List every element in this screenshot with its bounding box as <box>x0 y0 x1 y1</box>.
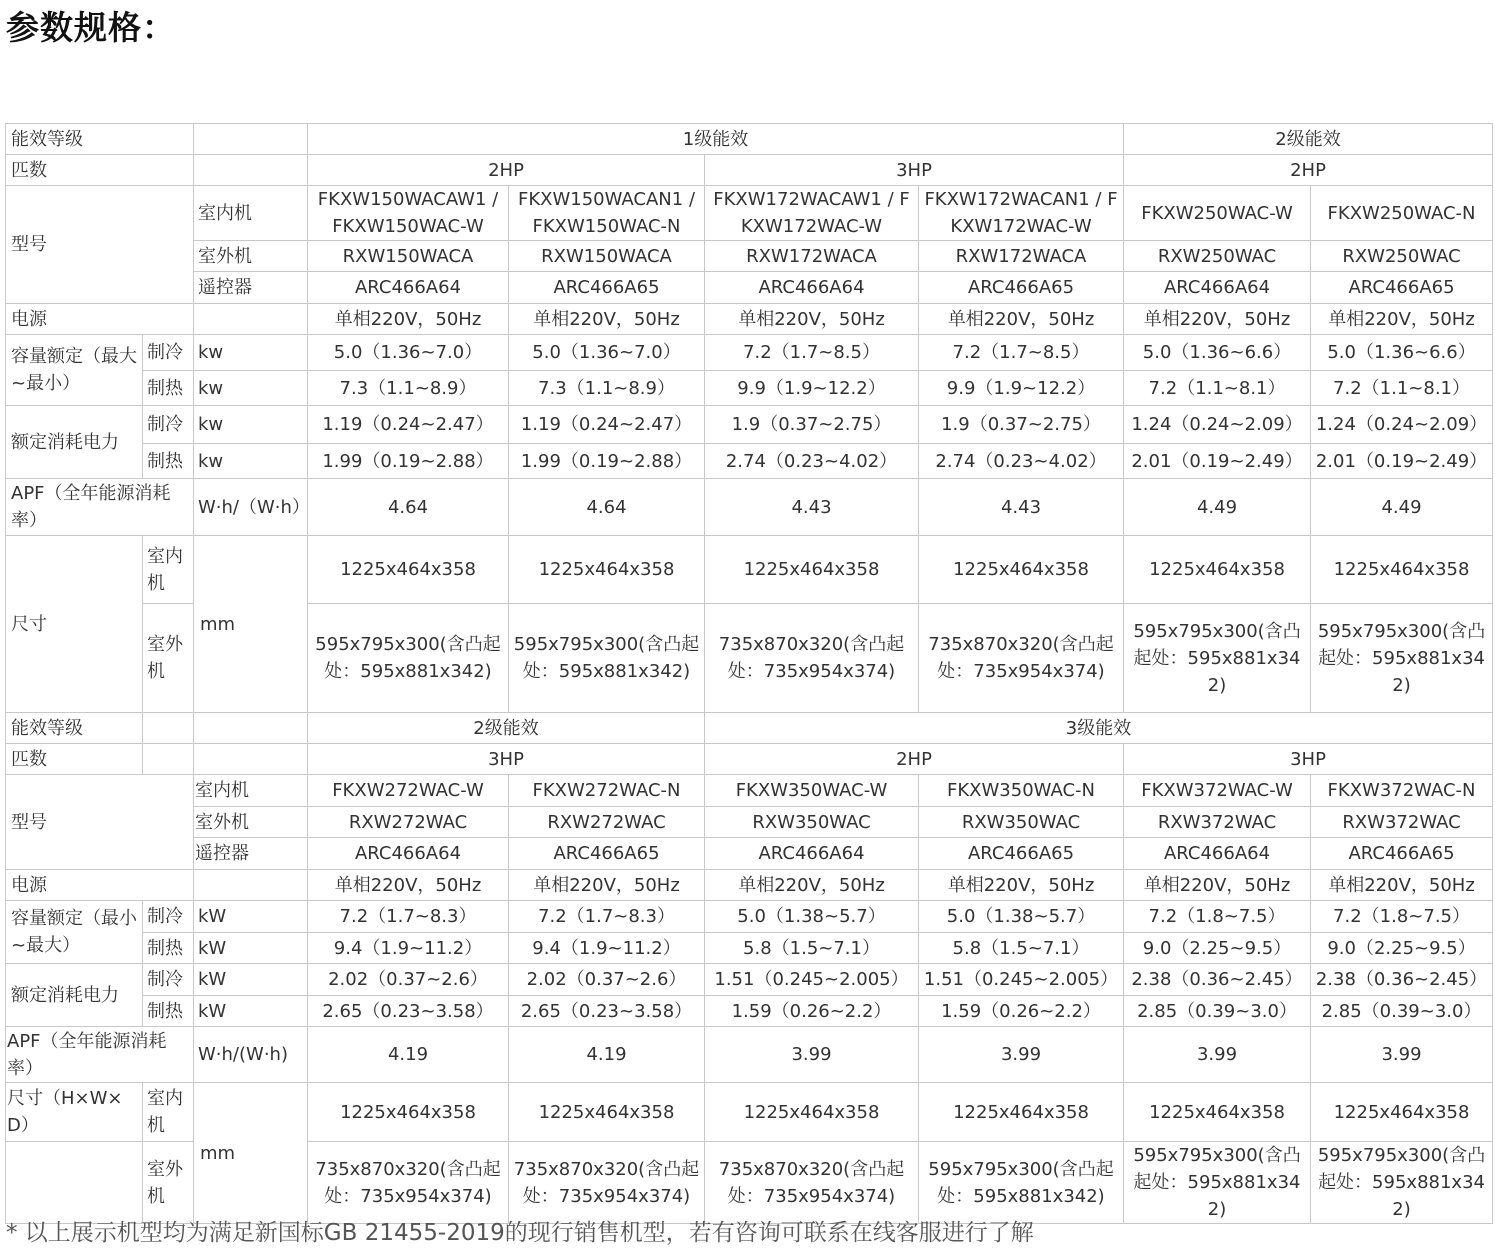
row-size-indoor <box>6 1083 1493 1142</box>
unit-kw: kw <box>194 444 308 479</box>
label-remote: 遥控器 <box>194 272 308 304</box>
indoor-model: FKXW272WAC-N <box>509 775 705 807</box>
indoor-model: FKXW250WAC-N <box>1311 186 1493 241</box>
label-power: 电源 <box>6 870 194 901</box>
row-consumption-heat <box>6 996 1493 1027</box>
power-cell: 单相220V，50Hz <box>308 870 509 901</box>
consumption-cool: 2.38（0.36~2.45） <box>1311 964 1493 996</box>
label-grade: 能效等级 <box>6 124 194 155</box>
indoor-model: FKXW372WAC-W <box>1124 775 1311 807</box>
capacity-cool: 5.0（1.36~7.0） <box>308 335 509 371</box>
capacity-heat: 5.8（1.5~7.1） <box>919 933 1124 964</box>
capacity-cool: 5.0（1.36~6.6） <box>1311 335 1493 371</box>
size-outdoor: 735x870x320(含凸起处：735x954x374) <box>509 1142 705 1224</box>
size-outdoor: 595x795x300(含凸起处：595x881x342) <box>1124 1142 1311 1224</box>
row-capacity-cool <box>6 335 1493 371</box>
label-size-indoor: 室内机 <box>143 536 194 604</box>
indoor-model: FKXW172WACAN1 / FKXW172WAC-W <box>919 186 1124 241</box>
hp-cell: 3HP <box>705 155 1124 186</box>
size-outdoor: 595x795x300(含凸起处：595x881x342) <box>1124 604 1311 713</box>
consumption-heat: 2.74（0.23~4.02） <box>705 444 919 479</box>
row-consumption-heat <box>6 444 1493 479</box>
label-size: 尺寸 <box>6 536 143 713</box>
cell-empty <box>194 870 308 901</box>
size-outdoor: 595x795x300(含凸起处：595x881x342) <box>509 604 705 713</box>
remote-model: ARC466A64 <box>705 272 919 304</box>
cell-empty <box>194 124 308 155</box>
label-cool: 制冷 <box>143 901 194 933</box>
consumption-cool: 1.51（0.245~2.005） <box>705 964 919 996</box>
size-indoor: 1225x464x358 <box>308 1083 509 1142</box>
unit-kw: kw <box>194 371 308 406</box>
size-outdoor: 595x795x300(含凸起处：595x881x342) <box>1311 604 1493 713</box>
capacity-heat: 9.4（1.9~11.2） <box>509 933 705 964</box>
apf-cell: 4.19 <box>308 1027 509 1083</box>
capacity-cool: 7.2（1.7~8.3） <box>308 901 509 933</box>
size-indoor: 1225x464x358 <box>509 536 705 604</box>
row-hp <box>6 155 1493 186</box>
size-indoor: 1225x464x358 <box>1124 536 1311 604</box>
unit-kw: kW <box>194 996 308 1027</box>
consumption-cool: 1.24（0.24~2.09） <box>1311 406 1493 444</box>
outdoor-model: RXW150WACA <box>308 241 509 272</box>
outdoor-model: RXW372WAC <box>1124 807 1311 838</box>
power-cell: 单相220V，50Hz <box>509 304 705 335</box>
apf-cell: 4.19 <box>509 1027 705 1083</box>
outdoor-model: RXW150WACA <box>509 241 705 272</box>
row-indoor <box>6 186 1493 241</box>
power-cell: 单相220V，50Hz <box>919 870 1124 901</box>
row-remote <box>6 838 1493 870</box>
row-hp <box>6 744 1493 775</box>
outdoor-model: RXW250WAC <box>1311 241 1493 272</box>
power-cell: 单相220V，50Hz <box>509 870 705 901</box>
indoor-model: FKXW272WAC-W <box>308 775 509 807</box>
size-outdoor: 595x795x300(含凸起处：595x881x342) <box>1311 1142 1493 1224</box>
label-remote: 遥控器 <box>194 838 308 870</box>
size-indoor: 1225x464x358 <box>1311 536 1493 604</box>
spec-table <box>5 123 1493 1224</box>
capacity-heat: 5.8（1.5~7.1） <box>705 933 919 964</box>
footnote: * 以上展示机型均为满足新国标GB 21455-2019的现行销售机型，若有咨询可联系在线客服进行了解 <box>6 1220 1034 1246</box>
label-indoor: 室内机 <box>194 186 308 241</box>
cell-empty <box>6 1142 143 1224</box>
outdoor-model: RXW350WAC <box>705 807 919 838</box>
label-cool: 制冷 <box>143 335 194 371</box>
consumption-cool: 2.02（0.37~2.6） <box>509 964 705 996</box>
size-outdoor: 735x870x320(含凸起处：735x954x374) <box>705 1142 919 1224</box>
size-indoor: 1225x464x358 <box>919 1083 1124 1142</box>
size-indoor: 1225x464x358 <box>509 1083 705 1142</box>
cell-empty <box>143 713 194 744</box>
apf-cell: 4.49 <box>1124 479 1311 536</box>
consumption-heat: 1.59（0.26~2.2） <box>919 996 1124 1027</box>
outdoor-model: RXW172WACA <box>705 241 919 272</box>
label-size-outdoor: 室外机 <box>143 1142 194 1224</box>
apf-cell: 4.64 <box>509 479 705 536</box>
capacity-heat: 7.2（1.1~8.1） <box>1311 371 1493 406</box>
cell-empty <box>143 744 194 775</box>
capacity-cool: 5.0（1.38~5.7） <box>705 901 919 933</box>
capacity-heat: 9.0（2.25~9.5） <box>1124 933 1311 964</box>
label-heat: 制热 <box>143 444 194 479</box>
row-power <box>6 304 1493 335</box>
outdoor-model: RXW172WACA <box>919 241 1124 272</box>
row-outdoor <box>6 807 1493 838</box>
row-capacity-cool <box>6 901 1493 933</box>
label-indoor: 室内机 <box>194 775 308 807</box>
consumption-heat: 2.85（0.39~3.0） <box>1311 996 1493 1027</box>
size-indoor: 1225x464x358 <box>705 1083 919 1142</box>
power-cell: 单相220V，50Hz <box>1311 304 1493 335</box>
apf-cell: 4.64 <box>308 479 509 536</box>
apf-cell: 3.99 <box>919 1027 1124 1083</box>
row-indoor <box>6 775 1493 807</box>
page-title: 参数规格： <box>6 8 176 47</box>
row-outdoor <box>6 241 1493 272</box>
power-cell: 单相220V，50Hz <box>919 304 1124 335</box>
row-capacity-heat <box>6 371 1493 406</box>
consumption-cool: 1.19（0.24~2.47） <box>308 406 509 444</box>
consumption-heat: 2.65（0.23~3.58） <box>509 996 705 1027</box>
consumption-cool: 1.19（0.24~2.47） <box>509 406 705 444</box>
apf-cell: 3.99 <box>1124 1027 1311 1083</box>
label-heat: 制热 <box>143 933 194 964</box>
outdoor-model: RXW250WAC <box>1124 241 1311 272</box>
label-hp: 匹数 <box>6 744 143 775</box>
size-indoor: 1225x464x358 <box>1311 1083 1493 1142</box>
capacity-cool: 7.2（1.8~7.5） <box>1124 901 1311 933</box>
capacity-cool: 7.2（1.8~7.5） <box>1311 901 1493 933</box>
row-remote <box>6 272 1493 304</box>
label-size-outdoor: 室外机 <box>143 604 194 713</box>
indoor-model: FKXW250WAC-W <box>1124 186 1311 241</box>
cell-empty <box>194 713 308 744</box>
row-capacity-heat <box>6 933 1493 964</box>
capacity-cool: 5.0（1.38~5.7） <box>919 901 1124 933</box>
capacity-cool: 7.2（1.7~8.5） <box>919 335 1124 371</box>
hp-cell: 2HP <box>705 744 1124 775</box>
label-model: 型号 <box>6 186 194 304</box>
cell-empty <box>194 744 308 775</box>
apf-cell: 3.99 <box>705 1027 919 1083</box>
consumption-cool: 2.38（0.36~2.45） <box>1124 964 1311 996</box>
label-consumption: 额定消耗电力 <box>6 964 143 1027</box>
label-cool: 制冷 <box>143 964 194 996</box>
consumption-cool: 1.51（0.245~2.005） <box>919 964 1124 996</box>
unit-mm: mm <box>194 1083 308 1224</box>
remote-model: ARC466A65 <box>509 272 705 304</box>
indoor-model: FKXW172WACAW1 / FKXW172WAC-W <box>705 186 919 241</box>
size-outdoor: 595x795x300(含凸起处：595x881x342) <box>919 1142 1124 1224</box>
apf-cell: 4.43 <box>919 479 1124 536</box>
power-cell: 单相220V，50Hz <box>705 870 919 901</box>
size-outdoor: 595x795x300(含凸起处：595x881x342) <box>308 604 509 713</box>
indoor-model: FKXW350WAC-N <box>919 775 1124 807</box>
capacity-cool: 7.2（1.7~8.3） <box>509 901 705 933</box>
power-cell: 单相220V，50Hz <box>1124 304 1311 335</box>
hp-cell: 2HP <box>1124 155 1493 186</box>
row-power <box>6 870 1493 901</box>
consumption-heat: 2.01（0.19~2.49） <box>1311 444 1493 479</box>
outdoor-model: RXW372WAC <box>1311 807 1493 838</box>
cell-empty <box>194 155 308 186</box>
consumption-heat: 2.65（0.23~3.58） <box>308 996 509 1027</box>
remote-model: ARC466A64 <box>308 272 509 304</box>
consumption-cool: 1.9（0.37~2.75） <box>705 406 919 444</box>
capacity-cool: 5.0（1.36~7.0） <box>509 335 705 371</box>
apf-cell: 4.49 <box>1311 479 1493 536</box>
hp-cell: 3HP <box>1124 744 1493 775</box>
consumption-heat: 1.99（0.19~2.88） <box>509 444 705 479</box>
size-outdoor: 735x870x320(含凸起处：735x954x374) <box>705 604 919 713</box>
label-cool: 制冷 <box>143 406 194 444</box>
label-consumption: 额定消耗电力 <box>6 406 143 479</box>
consumption-cool: 2.02（0.37~2.6） <box>308 964 509 996</box>
consumption-heat: 1.99（0.19~2.88） <box>308 444 509 479</box>
indoor-model: FKXW350WAC-W <box>705 775 919 807</box>
label-size-indoor: 室内机 <box>143 1083 194 1142</box>
outdoor-model: RXW272WAC <box>308 807 509 838</box>
size-indoor: 1225x464x358 <box>1124 1083 1311 1142</box>
capacity-heat: 9.4（1.9~11.2） <box>308 933 509 964</box>
label-capacity: 容量额定（最大~最小） <box>6 335 143 406</box>
capacity-heat: 9.9（1.9~12.2） <box>919 371 1124 406</box>
unit-kw: kw <box>194 335 308 371</box>
label-power: 电源 <box>6 304 194 335</box>
consumption-cool: 1.24（0.24~2.09） <box>1124 406 1311 444</box>
unit-kw: kW <box>194 933 308 964</box>
grade-cell: 2级能效 <box>308 713 705 744</box>
size-indoor: 1225x464x358 <box>308 536 509 604</box>
consumption-heat: 2.01（0.19~2.49） <box>1124 444 1311 479</box>
indoor-model: FKXW150WACAW1 / FKXW150WAC-W <box>308 186 509 241</box>
power-cell: 单相220V，50Hz <box>1311 870 1493 901</box>
unit-kw: kw <box>194 406 308 444</box>
label-hp: 匹数 <box>6 155 194 186</box>
label-outdoor: 室外机 <box>194 241 308 272</box>
capacity-heat: 7.3（1.1~8.9） <box>509 371 705 406</box>
row-consumption-cool <box>6 406 1493 444</box>
power-cell: 单相220V，50Hz <box>1124 870 1311 901</box>
unit-apf: W·h/(W·h) <box>194 1027 308 1083</box>
size-outdoor: 735x870x320(含凸起处：735x954x374) <box>308 1142 509 1224</box>
power-cell: 单相220V，50Hz <box>308 304 509 335</box>
apf-cell: 4.43 <box>705 479 919 536</box>
outdoor-model: RXW350WAC <box>919 807 1124 838</box>
label-heat: 制热 <box>143 371 194 406</box>
grade-cell: 3级能效 <box>705 713 1493 744</box>
capacity-heat: 7.3（1.1~8.9） <box>308 371 509 406</box>
consumption-heat: 1.59（0.26~2.2） <box>705 996 919 1027</box>
unit-kw: kW <box>194 901 308 933</box>
label-capacity: 容量额定（最小~最大） <box>6 901 143 964</box>
row-apf <box>6 479 1493 536</box>
row-grade <box>6 124 1493 155</box>
capacity-cool: 7.2（1.7~8.5） <box>705 335 919 371</box>
label-apf: APF（全年能源消耗率） <box>6 1027 194 1083</box>
unit-apf: W·h/（W·h） <box>194 479 308 536</box>
hp-cell: 3HP <box>308 744 705 775</box>
label-size: 尺寸（H×W×D） <box>6 1083 143 1142</box>
consumption-heat: 2.85（0.39~3.0） <box>1124 996 1311 1027</box>
capacity-heat: 9.9（1.9~12.2） <box>705 371 919 406</box>
label-outdoor: 室外机 <box>194 807 308 838</box>
remote-model: ARC466A65 <box>1311 838 1493 870</box>
power-cell: 单相220V，50Hz <box>705 304 919 335</box>
apf-cell: 3.99 <box>1311 1027 1493 1083</box>
label-heat: 制热 <box>143 996 194 1027</box>
remote-model: ARC466A64 <box>705 838 919 870</box>
capacity-cool: 5.0（1.36~6.6） <box>1124 335 1311 371</box>
outdoor-model: RXW272WAC <box>509 807 705 838</box>
capacity-heat: 7.2（1.1~8.1） <box>1124 371 1311 406</box>
remote-model: ARC466A65 <box>509 838 705 870</box>
capacity-heat: 9.0（2.25~9.5） <box>1311 933 1493 964</box>
grade-cell: 2级能效 <box>1124 124 1493 155</box>
label-apf: APF（全年能源消耗率） <box>6 479 194 536</box>
unit-kw: kW <box>194 964 308 996</box>
size-outdoor: 735x870x320(含凸起处：735x954x374) <box>919 604 1124 713</box>
row-grade <box>6 713 1493 744</box>
grade-cell: 1级能效 <box>308 124 1124 155</box>
remote-model: ARC466A64 <box>308 838 509 870</box>
size-indoor: 1225x464x358 <box>705 536 919 604</box>
row-size-indoor <box>6 536 1493 604</box>
remote-model: ARC466A64 <box>1124 272 1311 304</box>
label-grade: 能效等级 <box>6 713 143 744</box>
size-indoor: 1225x464x358 <box>919 536 1124 604</box>
remote-model: ARC466A65 <box>919 838 1124 870</box>
row-consumption-cool <box>6 964 1493 996</box>
cell-empty <box>194 304 308 335</box>
consumption-heat: 2.74（0.23~4.02） <box>919 444 1124 479</box>
row-apf <box>6 1027 1493 1083</box>
remote-model: ARC466A65 <box>919 272 1124 304</box>
unit-mm: mm <box>194 536 308 713</box>
indoor-model: FKXW150WACAN1 / FKXW150WAC-N <box>509 186 705 241</box>
consumption-cool: 1.9（0.37~2.75） <box>919 406 1124 444</box>
indoor-model: FKXW372WAC-N <box>1311 775 1493 807</box>
hp-cell: 2HP <box>308 155 705 186</box>
remote-model: ARC466A64 <box>1124 838 1311 870</box>
label-model: 型号 <box>6 775 194 870</box>
remote-model: ARC466A65 <box>1311 272 1493 304</box>
